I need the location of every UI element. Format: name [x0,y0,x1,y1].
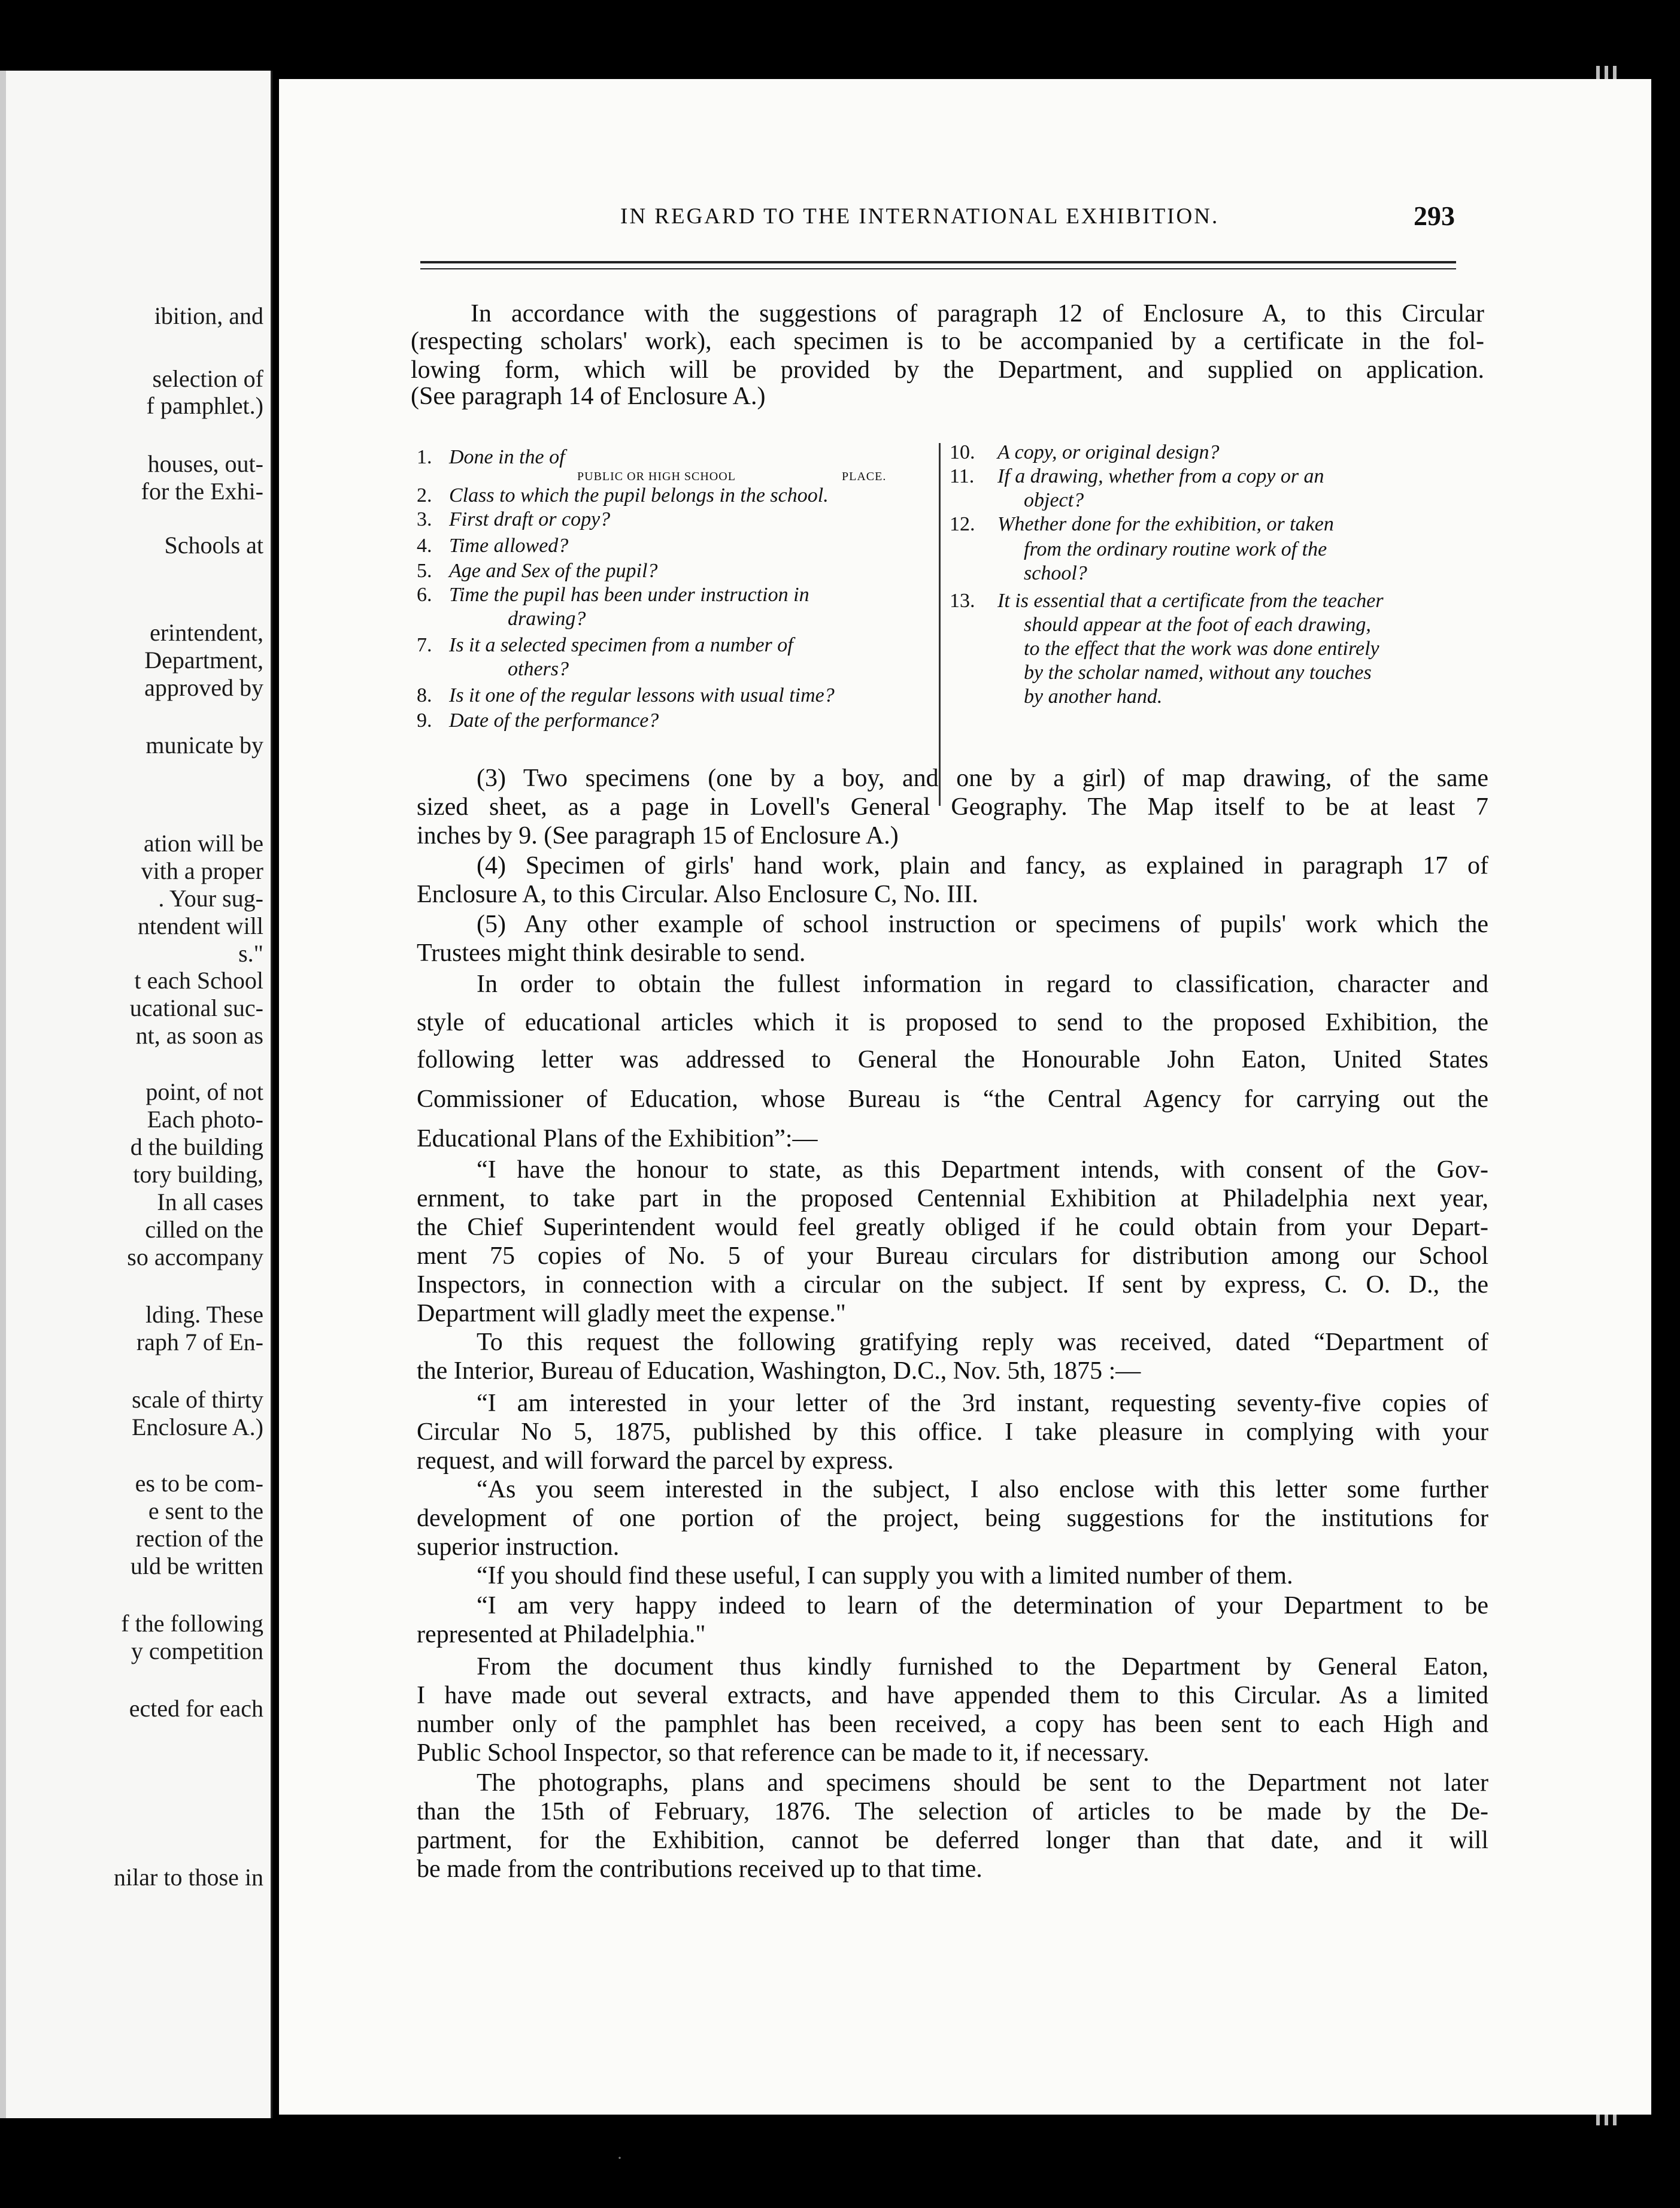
form-item-number: 4. [417,535,432,557]
facing-page-line: y competition [131,1637,263,1664]
running-header: IN REGARD TO THE INTERNATIONAL EXHIBITION. [620,204,1220,229]
body-line: be made from the contributions received up to that time. [417,1855,982,1883]
facing-page-line: Department, [144,647,263,674]
form-place-caption: PLACE. [842,470,887,483]
facing-page-line: rection of the [135,1525,263,1552]
body-line: represented at Philadelphia." [417,1621,706,1648]
facing-page-line: scale of thirty [132,1386,263,1413]
body-line: Enclosure A, to this Circular. Also Enclosure C, No. III. [417,881,978,908]
form-item-text: Whether done for the exhibition, or taken [997,513,1334,535]
facing-page-line: f pamphlet.) [146,392,263,419]
facing-page-edge [0,71,6,2118]
facing-page-line: ation will be [144,830,263,857]
facing-page-line: lding. These [145,1301,263,1328]
facing-page-line: nilar to those in [114,1864,263,1891]
form-item-number: 8. [417,684,432,706]
facing-page-line: municate by [145,732,263,759]
facing-page-line: tory building, [133,1161,263,1188]
form-item-number: 3. [417,508,432,530]
facing-page-line: Schools at [164,532,263,559]
facing-page-line: for the Exhi- [141,478,263,505]
body-line: number only of the pamphlet has been received, a copy has been sent to each High and [417,1710,1488,1738]
form-item-text: Time the pupil has been under instruction in [449,584,809,606]
intro-line: (See paragraph 14 of Enclosure A.) [411,383,766,410]
body-line: “I am interested in your letter of the 3rd instant, requesting seventy-five copies of [477,1390,1488,1417]
body-line: the Interior, Bureau of Education, Washington, D.C., Nov. 5th, 1875 :— [417,1357,1141,1385]
body-line: “As you seem interested in the subject, I also enclose with this letter some further [477,1476,1488,1503]
body-line: In order to obtain the fullest information in regard to classification, character and [477,970,1488,998]
facing-page-line: so accompany [127,1243,263,1270]
facing-page-fragment [0,71,272,2118]
form-item-text: from the ordinary routine work of the [1024,538,1327,560]
intro-line: In accordance with the suggestions of paragraph 12 of Enclosure A, to this Circular [471,300,1484,327]
body-line: following letter was addressed to General the Honourable John Eaton, United States [417,1046,1488,1073]
form-item-text: A copy, or original design? [997,441,1220,463]
form-item-number: 9. [417,709,432,732]
facing-page-line: selection of [152,365,263,392]
form-item-number: 2. [417,484,432,506]
facing-page-line: f the following [121,1610,263,1637]
form-school-caption: PUBLIC OR HIGH SCHOOL [577,470,736,483]
form-item-text: by the scholar named, without any touches [1024,662,1372,684]
body-line: sized sheet, as a page in Lovell's General Geography. The Map itself to be at least 7 [417,793,1488,821]
form-item-text: to the effect that the work was done entirely [1024,638,1379,660]
form-item-number: 11. [950,465,975,487]
body-line: (3) Two specimens (one by a boy, and one by a girl) of map drawing, of the same [477,765,1488,792]
body-line: I have made out several extracts, and have appended them to this Circular. As a limited [417,1682,1488,1709]
facing-page-line: nt, as soon as [135,1022,263,1049]
header-rule [420,261,1456,263]
body-line: Commissioner of Education, whose Bureau is “the Central Agency for carrying out the [417,1085,1488,1113]
form-item-text: It is essential that a certificate from the teacher [997,590,1384,612]
form-item-text: First draft or copy? [449,508,611,530]
body-line: (4) Specimen of girls' hand work, plain and fancy, as explained in paragraph 17 of [477,852,1488,879]
facing-page-line: cilled on the [145,1216,263,1243]
form-item-number: 6. [417,584,432,606]
body-line: Circular No 5, 1875, published by this office. I take pleasure in complying with your [417,1418,1488,1446]
facing-page-line: d the building [130,1133,263,1160]
facing-page-line: uld be written [130,1552,263,1579]
facing-page-line: s." [238,940,263,967]
body-line: the Chief Superintendent would feel greatly obliged if he could obtain from your Depart- [417,1214,1488,1241]
facing-page-line: ucational suc- [129,994,263,1021]
body-line: ment 75 copies of No. 5 of your Bureau circulars for distribution among our School [417,1242,1488,1270]
facing-page-line: ibition, and [154,302,263,329]
facing-page-line: point, of not [145,1078,263,1105]
page-number: 293 [1414,201,1455,231]
form-item-text: Class to which the pupil belongs in the school. [449,484,829,506]
body-line: “I am very happy indeed to learn of the determination of your Department to be [477,1592,1488,1619]
form-item-text: Done in the of [449,446,565,468]
form-item-number: 7. [417,634,432,656]
facing-page-line: Enclosure A.) [132,1414,263,1440]
facing-page-line: t each School [134,967,263,994]
body-line: Educational Plans of the Exhibition”:— [417,1125,818,1152]
body-line: From the document thus kindly furnished to the Department by General Eaton, [477,1653,1488,1681]
body-line: superior instruction. [417,1533,620,1561]
form-item-text: Date of the performance? [449,709,659,732]
body-line: development of one portion of the project, being suggestions for the institutions for [417,1505,1488,1532]
header-rule-thin [420,268,1456,269]
facing-page-line: houses, out- [147,450,263,477]
form-item-text: If a drawing, whether from a copy or an [997,465,1324,487]
body-line: Trustees might think desirable to send. [417,939,806,967]
form-divider [939,443,941,806]
form-item-text: drawing? [508,608,586,630]
body-line: “If you should find these useful, I can supply you with a limited number of them. [477,1562,1293,1590]
body-line: request, and will forward the parcel by express. [417,1447,894,1475]
facing-page-line: e sent to the [148,1497,263,1524]
body-line: Department will gladly meet the expense." [417,1300,846,1327]
facing-page-line: vith a proper [141,857,263,884]
body-line: (5) Any other example of school instruction or specimens of pupils' work which the [477,911,1488,938]
facing-page-line: . Your sug- [158,885,263,912]
body-line: To this request the following gratifying reply was received, dated “Department of [477,1329,1488,1356]
form-item-number: 5. [417,560,432,582]
form-item-text: Age and Sex of the pupil? [449,560,658,582]
facing-page-line: ntendent will [138,912,263,939]
form-item-number: 1. [417,446,432,468]
facing-page-line: es to be com- [135,1470,263,1497]
body-line: The photographs, plans and specimens should be sent to the Department not later [477,1769,1488,1797]
intro-line: (respecting scholars' work), each specimen is to be accompanied by a certificate in the fol- [411,327,1484,355]
body-line: Inspectors, in connection with a circular on the subject. If sent by express, C. O. D., the [417,1271,1488,1299]
scan-mark: · [617,2148,623,2168]
body-line: “I have the honour to state, as this Department intends, with consent of the Gov- [477,1156,1488,1184]
form-item-text: Is it one of the regular lessons with usual time? [449,684,835,706]
form-item-text: Is it a selected specimen from a number of [449,634,793,656]
intro-line: lowing form, which will be provided by the Department, and supplied on application. [411,356,1484,384]
form-item-text: Time allowed? [449,535,569,557]
facing-page-line: In all cases [157,1188,263,1215]
body-line: Public School Inspector, so that reference can be made to it, if necessary. [417,1739,1150,1767]
body-line: partment, for the Exhibition, cannot be deferred longer than that date, and it will [417,1827,1488,1854]
form-item-text: should appear at the foot of each drawing, [1024,614,1371,636]
facing-page-line: raph 7 of En- [136,1329,263,1355]
body-line: than the 15th of February, 1876. The selection of articles to be made by the De- [417,1798,1488,1825]
form-item-number: 13. [950,590,975,612]
form-item-number: 12. [950,513,975,535]
form-item-text: school? [1024,562,1087,584]
facing-page-line: Each photo- [147,1106,263,1133]
form-item-number: 10. [950,441,975,463]
form-item-text: object? [1024,489,1084,511]
body-line: inches by 9. (See paragraph 15 of Enclosure A.) [417,822,899,850]
form-item-text: others? [508,658,569,680]
body-line: style of educational articles which it is proposed to send to the proposed Exhibition, the [417,1009,1488,1036]
facing-page-line: erintendent, [150,619,263,646]
form-item-text: by another hand. [1024,686,1163,708]
document-page [279,79,1651,2115]
facing-page-line: approved by [144,674,263,701]
facing-page-line: ected for each [129,1695,263,1722]
body-line: ernment, to take part in the proposed Centennial Exhibition at Philadelphia next year, [417,1185,1488,1212]
